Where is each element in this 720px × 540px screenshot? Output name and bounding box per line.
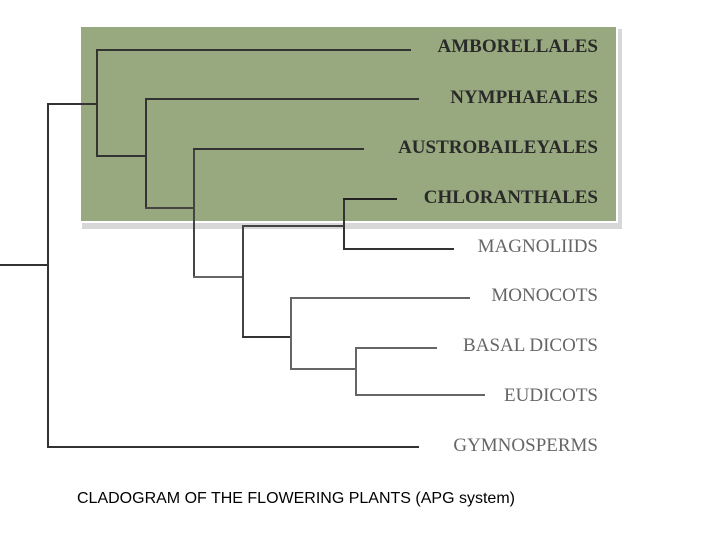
- diagram-caption: CLADOGRAM OF THE FLOWERING PLANTS (APG system): [77, 490, 515, 507]
- taxon-nymphaeales: NYMPHAEALES: [450, 87, 598, 108]
- taxon-eudicots: EUDICOTS: [504, 385, 598, 406]
- taxon-basal-dicots: BASAL DICOTS: [463, 335, 598, 356]
- taxon-amborellales: AMBORELLALES: [437, 36, 598, 57]
- taxon-austrobaileyales: AUSTROBAILEYALES: [398, 137, 598, 158]
- taxon-monocots: MONOCOTS: [491, 285, 598, 306]
- taxon-gymnosperms: GYMNOSPERMS: [453, 435, 598, 456]
- taxon-magnoliids: MAGNOLIIDS: [477, 236, 598, 257]
- taxon-chloranthales: CHLORANTHALES: [423, 187, 598, 208]
